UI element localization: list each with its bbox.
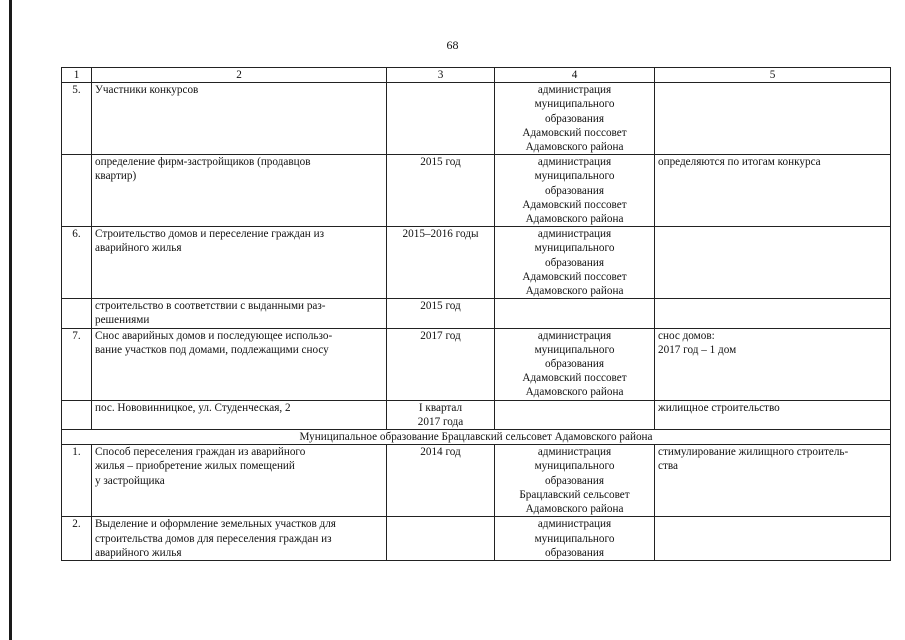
responsible-party-line: образования: [544, 184, 604, 197]
row-number: [62, 299, 92, 328]
measure-description-line: определение фирм-застройщиков (продавцов: [95, 156, 311, 169]
table-row: [62, 299, 891, 328]
measure-description-line: строительство в соответствии с выданными раз-: [95, 300, 326, 313]
responsible-party-line: муниципального: [534, 98, 615, 111]
implementation-period: [387, 83, 495, 155]
implementation-period: [387, 299, 495, 328]
implementation-period: [387, 328, 495, 400]
measure-description-line: пос. Нововинницкое, ул. Студенческая, 2: [95, 401, 291, 414]
responsible-party-line: Адамовского района: [525, 503, 624, 516]
measure-description: [92, 517, 387, 561]
measure-description: [92, 299, 387, 328]
responsible-party-line: муниципального: [534, 460, 615, 473]
row-number: 5.: [62, 83, 92, 155]
measure-description-line: Выделение и оформление земельных участков для: [95, 518, 336, 531]
measure-description-line: Участники конкурсов: [95, 84, 199, 97]
responsible-party-line: Адамовский поссовет: [522, 372, 627, 385]
responsible-party-line: образования: [544, 546, 604, 559]
header-col-2: 2: [92, 68, 387, 83]
measure-description: [92, 227, 387, 299]
measure-description-line: аварийного жилья: [95, 546, 182, 559]
measure-description: [92, 328, 387, 400]
header-col-3: 3: [387, 68, 495, 83]
row-number: [62, 400, 92, 429]
implementation-period-line: 2017 год: [420, 329, 461, 342]
expected-result-line: снос домов:: [658, 329, 715, 342]
implementation-period-line: 2017 года: [417, 415, 464, 428]
responsible-party-line: Брацлавский сельсовет: [519, 488, 630, 501]
header-col-1: 1: [62, 68, 92, 83]
responsible-party-line: Адамовского района: [525, 386, 624, 399]
responsible-party-line: образования: [544, 256, 604, 269]
measure-description-line: решениями: [95, 314, 150, 327]
expected-result: [655, 400, 891, 429]
implementation-period-line: 2014 год: [420, 446, 461, 459]
expected-result-line: стимулирование жилищного строитель-: [658, 446, 849, 459]
responsible-party-line: Адамовский поссовет: [522, 270, 627, 283]
row-number: [62, 155, 92, 227]
measure-description-line: строительства домов для переселения граждан из: [95, 532, 332, 545]
responsible-party-line: образования: [544, 474, 604, 487]
responsible-party: [495, 328, 655, 400]
responsible-party-line: Адамовского района: [525, 213, 624, 226]
measure-description-line: аварийного жилья: [95, 242, 182, 255]
implementation-period-line: 2015 год: [420, 300, 461, 313]
measure-description: [92, 155, 387, 227]
measure-description: [92, 400, 387, 429]
expected-result-line: 2017 год – 1 дом: [658, 343, 737, 356]
expected-result-line: ства: [658, 460, 678, 473]
table-row: [62, 517, 891, 561]
expected-result: [655, 299, 891, 328]
responsible-party-line: администрация: [537, 518, 612, 531]
responsible-party: [495, 445, 655, 517]
measure-description-line: у застройщика: [95, 474, 165, 487]
expected-result: [655, 155, 891, 227]
row-number: 2.: [62, 517, 92, 561]
expected-result: [655, 227, 891, 299]
measure-description-line: Снос аварийных домов и последующее использо-: [95, 329, 333, 342]
implementation-period: [387, 227, 495, 299]
responsible-party-line: администрация: [537, 446, 612, 459]
implementation-period: [387, 400, 495, 429]
page-binding-edge: [9, 0, 12, 640]
column-number-header-row: [62, 68, 891, 83]
implementation-period: [387, 517, 495, 561]
responsible-party: [495, 83, 655, 155]
responsible-party-line: администрация: [537, 228, 612, 241]
implementation-period-line: 2015–2016 годы: [402, 228, 479, 241]
section-heading-row: [62, 430, 891, 445]
row-number: 7.: [62, 328, 92, 400]
implementation-period: [387, 155, 495, 227]
header-col-4: 4: [495, 68, 655, 83]
measure-description: [92, 83, 387, 155]
responsible-party-line: муниципального: [534, 532, 615, 545]
measure-description-line: Строительство домов и переселение граждан из: [95, 228, 324, 241]
responsible-party-line: муниципального: [534, 343, 615, 356]
program-table: [61, 67, 891, 561]
measure-description-line: жилья – приобретение жилых помещений: [95, 460, 295, 473]
responsible-party: [495, 517, 655, 561]
expected-result: [655, 83, 891, 155]
responsible-party-line: администрация: [537, 329, 612, 342]
responsible-party-line: Адамовский поссовет: [522, 198, 627, 211]
responsible-party-line: образования: [544, 358, 604, 371]
responsible-party-line: Адамовский поссовет: [522, 126, 627, 139]
expected-result: [655, 445, 891, 517]
responsible-party-line: Адамовского района: [525, 141, 624, 154]
row-number: 6.: [62, 227, 92, 299]
responsible-party-line: Адамовского района: [525, 285, 624, 298]
section-title: Муниципальное образование Брацлавский сельсовет Адамовского района: [62, 430, 891, 445]
measure-description-line: квартир): [95, 170, 137, 183]
expected-result: [655, 517, 891, 561]
page-number: 68: [446, 38, 459, 52]
table-row: [62, 400, 891, 429]
header-col-5: 5: [655, 68, 891, 83]
responsible-party: [495, 155, 655, 227]
responsible-party-line: муниципального: [534, 242, 615, 255]
responsible-party: [495, 227, 655, 299]
expected-result: [655, 328, 891, 400]
responsible-party: [495, 400, 655, 429]
table-row: [62, 328, 891, 400]
responsible-party-line: образования: [544, 112, 604, 125]
implementation-period-line: I квартал: [418, 401, 463, 414]
table-row: [62, 83, 891, 155]
implementation-period-line: 2015 год: [420, 156, 461, 169]
expected-result-line: определяются по итогам конкурса: [658, 156, 821, 169]
responsible-party-line: администрация: [537, 156, 612, 169]
measure-description: [92, 445, 387, 517]
table-row: [62, 445, 891, 517]
implementation-period: [387, 445, 495, 517]
measure-description-line: вание участков под домами, подлежащими сносу: [95, 343, 329, 356]
row-number: 1.: [62, 445, 92, 517]
measure-description-line: Способ переселения граждан из аварийного: [95, 446, 306, 459]
table-row: [62, 155, 891, 227]
table-row: [62, 227, 891, 299]
responsible-party-line: администрация: [537, 84, 612, 97]
responsible-party-line: муниципального: [534, 170, 615, 183]
responsible-party: [495, 299, 655, 328]
expected-result-line: жилищное строительство: [658, 401, 780, 414]
